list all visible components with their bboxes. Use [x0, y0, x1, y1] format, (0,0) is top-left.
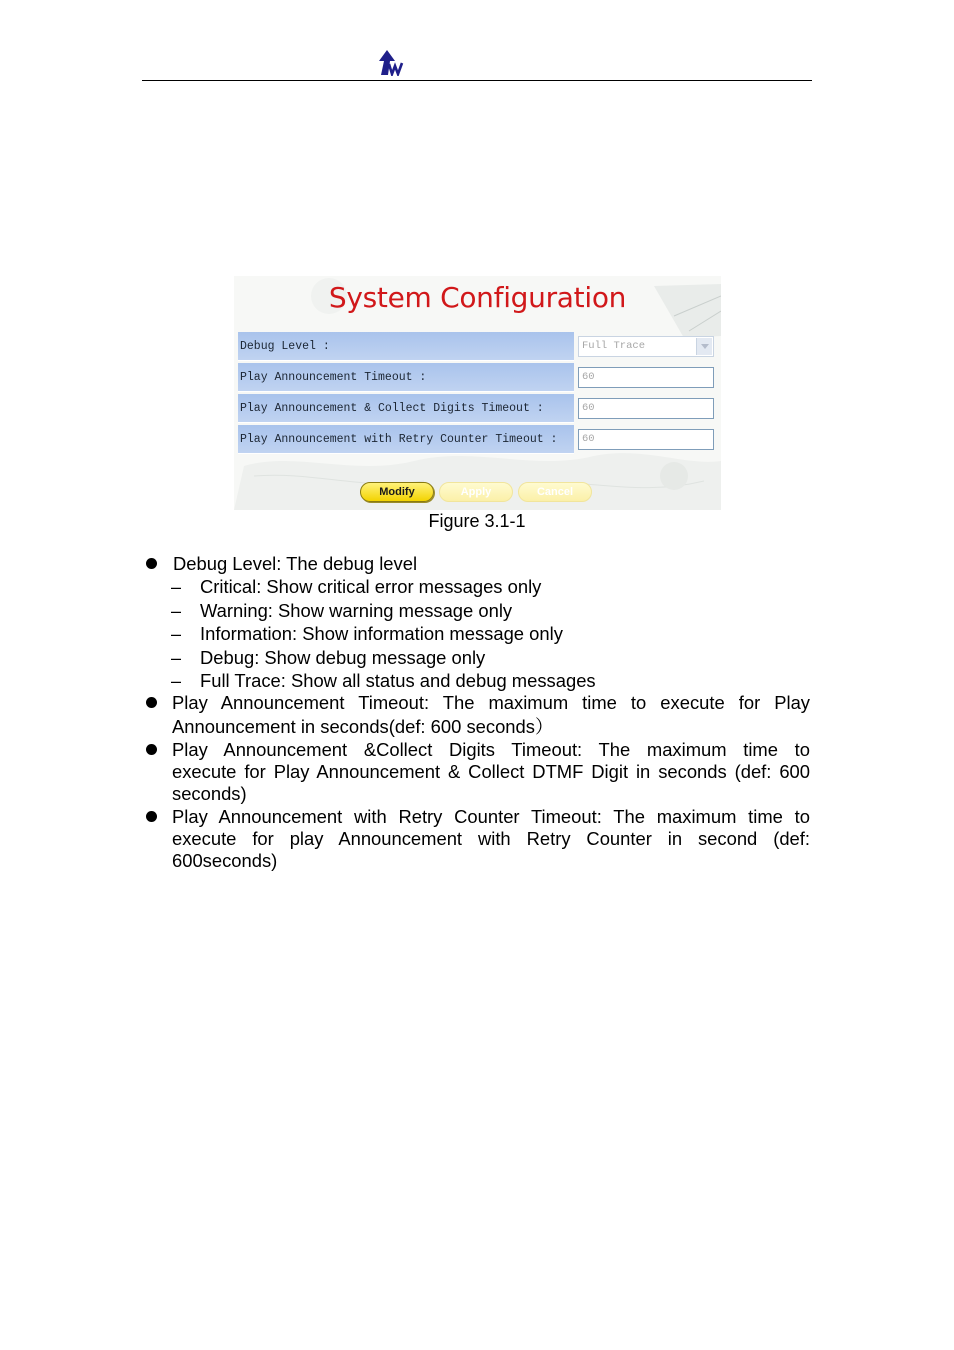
- play-announcement-timeout-row: [238, 363, 714, 392]
- full-trace-description: Full Trace: Show all status and debug messages: [200, 670, 596, 691]
- cancel-button[interactable]: Cancel: [518, 482, 592, 502]
- play-announcement-timeout-label: Play Announcement Timeout :: [238, 363, 574, 392]
- warning-description: Warning: Show warning message only: [200, 600, 513, 621]
- figure-caption: Figure 3.1-1: [428, 511, 526, 531]
- dash-icon: –: [171, 671, 182, 691]
- debug-level-label: Debug Level :: [238, 332, 574, 361]
- debug-level-description: Debug Level: The debug level: [173, 553, 418, 574]
- critical-description: Critical: Show critical error messages only: [200, 576, 542, 597]
- retry-line-1: Play Announcement with Retry Counter Timeout: The maximum time to: [172, 806, 810, 827]
- system-configuration-screenshot: [234, 276, 721, 510]
- dash-icon: –: [171, 601, 182, 621]
- company-logo-icon: [376, 48, 408, 76]
- retry-line-2: execute for play Announcement with Retry Counter in second (def:: [172, 828, 810, 849]
- play-timeout-line-2: Announcement in seconds(def: 600 seconds）: [172, 716, 554, 737]
- collect-line-1: Play Announcement &Collect Digits Timeout: The maximum time to: [172, 739, 810, 760]
- modify-button[interactable]: Modify: [360, 482, 434, 502]
- dash-icon: –: [171, 648, 182, 668]
- retry-counter-timeout-input[interactable]: 60: [578, 429, 714, 450]
- dash-icon: –: [171, 624, 182, 644]
- collect-digits-timeout-row: [238, 394, 714, 423]
- bullet-icon: [146, 558, 157, 569]
- retry-counter-timeout-row: [238, 425, 714, 454]
- debug-description: Debug: Show debug message only: [200, 647, 486, 668]
- header-rule: [142, 80, 812, 81]
- information-description: Information: Show information message only: [200, 623, 563, 644]
- apply-button[interactable]: Apply: [439, 482, 513, 502]
- retry-counter-timeout-label: Play Announcement with Retry Counter Timeout :: [238, 425, 574, 454]
- debug-level-select[interactable]: [578, 336, 714, 357]
- collect-digits-timeout-label: Play Announcement & Collect Digits Timeout :: [238, 394, 574, 423]
- collect-line-2: execute for Play Announcement & Collect DTMF Digit in seconds (def: 600: [172, 761, 810, 782]
- retry-line-3: 600seconds): [172, 850, 278, 871]
- debug-level-value: Full Trace: [582, 340, 646, 352]
- play-timeout-line-1: Play Announcement Timeout: The maximum time to execute for Play: [172, 692, 810, 713]
- config-title: System Configuration: [328, 281, 627, 314]
- chevron-down-icon[interactable]: [696, 338, 712, 355]
- collect-line-3: seconds): [172, 783, 247, 804]
- play-announcement-timeout-input[interactable]: 60: [578, 367, 714, 388]
- collect-digits-timeout-input[interactable]: 60: [578, 398, 714, 419]
- debug-level-row: [238, 332, 714, 361]
- bullet-icon: [146, 744, 157, 755]
- bullet-icon: [146, 697, 157, 708]
- dash-icon: –: [171, 577, 182, 597]
- bullet-icon: [146, 811, 157, 822]
